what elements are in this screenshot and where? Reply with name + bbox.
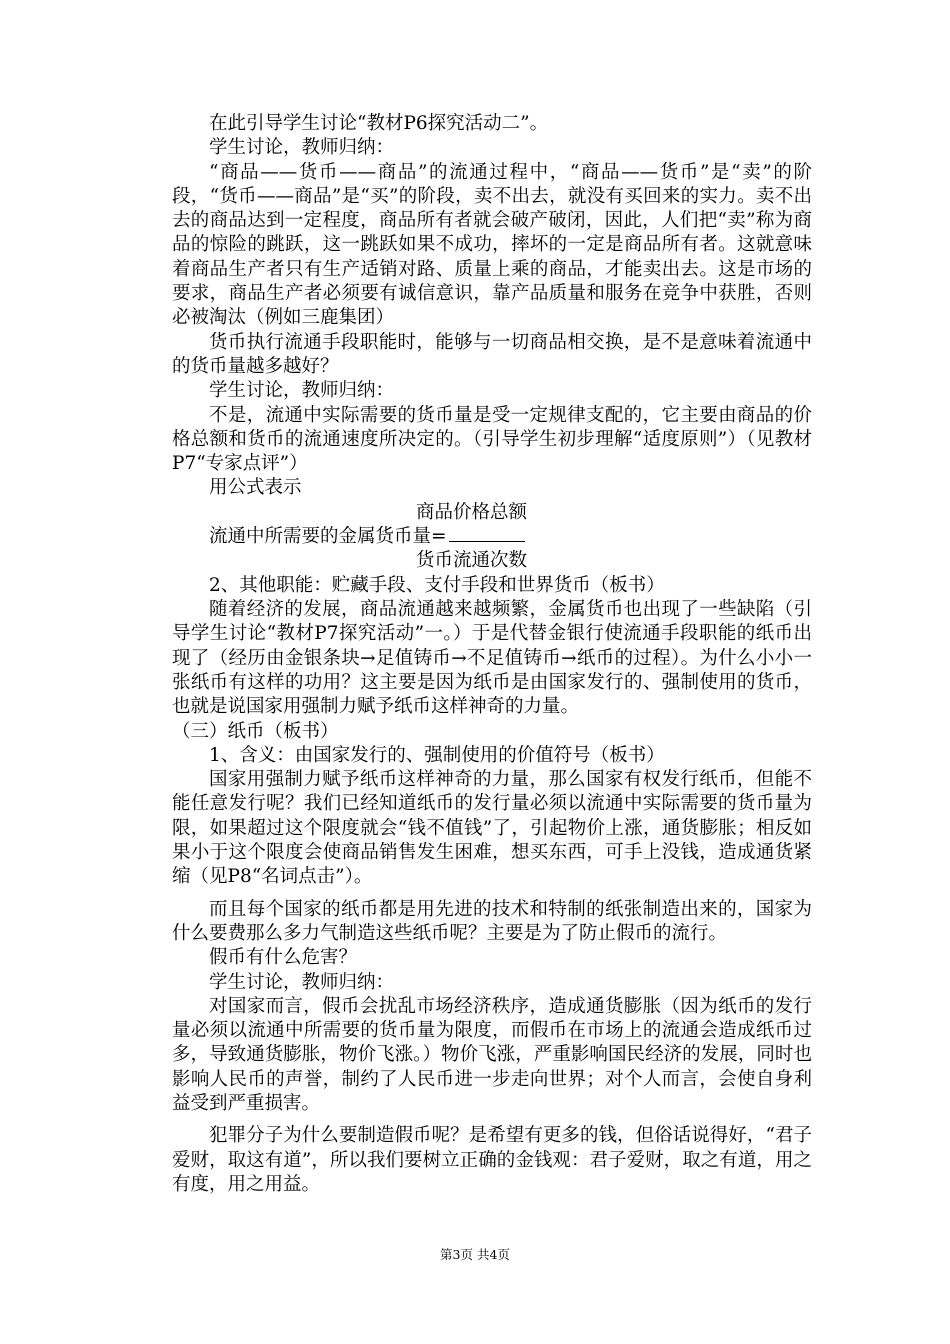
paragraph: 用公式表示 — [209, 477, 302, 499]
paragraph: 假币有什么危害？ — [209, 947, 358, 969]
paragraph: “商品——货币——商品”的流通过程中，“商品——货币”是“卖”的阶段，“货币——商品”是“买”的阶段，卖不出去，就没有买回来的实力。卖不出去的商品达到一定程度，商品所有者就会破产破闭，因此，人们把“卖”称为商品的惊险的跳跃，这一跳跃如果不成功，摔坏的一定是商品所有者。这就意味着商品生产者只有生产适销对路、质量上乘的商品，才能卖出去。这是市场的要求，商品生产者必须要有诚信意识，靠产品质量和服务在竞争中获胜，否则必被淘汰（例如三鹿集团） — [172, 161, 812, 329]
page-body — [172, 112, 812, 1197]
paragraph: 学生讨论，教师归纳： — [209, 137, 395, 159]
paragraph: 在此引导学生讨论“教材P6探究活动二”。 — [209, 113, 549, 134]
paragraph: 学生讨论，教师归纳： — [209, 380, 395, 402]
formula-numerator: 商品价格总额 — [416, 501, 528, 523]
paragraph: 而且每个国家的纸币都是用先进的技术和特制的纸张制造出来的，国家为什么要费那么多力气制造这些纸币呢？主要是为了防止假币的流行。 — [172, 898, 812, 944]
paragraph: 犯罪分子为什么要制造假币呢？是希望有更多的钱，但俗话说得好，“君子爱财，取这有道”，所以我们要树立正确的金钱观：君子爱财，取之有道，用之有度，用之用益。 — [172, 1125, 812, 1195]
formula-lhs — [172, 525, 525, 549]
paragraph: 1、含义：由国家发行的、强制使用的价值符号（板书） — [209, 744, 665, 766]
paragraph: 随着经济的发展，商品流通越来越频繁，金属货币也出现了一些缺陷（引导学生讨论“教材P7探究活动”一。）于是代替金银行使流通手段职能的纸币出现了（经历由金银条块→足值铸币→不足值铸币→纸币的过程）。为什么小小一张纸币有这样的功用？这主要是因为纸币是由国家发行的、强制使用的货币，也就是说国家用强制力赋予纸币这样神奇的力量。 — [172, 599, 812, 718]
paragraph: 2、其他职能：贮藏手段、支付手段和世界货币（板书） — [209, 574, 665, 596]
paragraph: 国家用强制力赋予纸币这样神奇的力量，那么国家有权发行纸币，但能不能任意发行呢？我们已经知道纸币的发行量必须以流通中实际需要的货币量为限，如果超过这个限度就会“钱不值钱”了，引起物价上涨，通货膨胀；相反如果小于这个限度会使商品销售发生困难，想买东西，可手上没钱，造成通货紧缩（见P8“名词点击”）。 — [172, 769, 812, 888]
formula-denominator: 货币流通次数 — [416, 549, 528, 571]
paragraph: 对国家而言，假币会扰乱市场经济秩序，造成通货膨胀（因为纸币的发行量必须以流通中所需要的货币量为限度，而假币在市场上的流通会造成纸币过多，导致通货膨胀，物价飞涨。）物价飞涨，严重影响国民经济的发展，同时也影响人民币的声誉，制约了人民币进一步走向世界；对个人而言，会使自身利益受到严重损害。 — [172, 995, 812, 1114]
formula-lhs-text: 流通中所需要的金属货币量= — [209, 525, 447, 547]
money-formula — [172, 501, 812, 574]
page-footer: 第3页 共4页 — [440, 1247, 510, 1262]
section-heading: （三）纸币（板书） — [172, 720, 339, 742]
paragraph: 不是，流通中实际需要的货币量是受一定规律支配的，它主要由商品的价格总额和货币的流通速度所决定的。（引导学生初步理解“适度原则”）（见教材P7“专家点评”） — [172, 404, 812, 475]
fraction-bar — [449, 527, 525, 542]
paragraph: 货币执行流通手段职能时，能够与一切商品相交换，是不是意味着流通中的货币量越多越好？ — [172, 331, 812, 377]
paragraph: 学生讨论，教师归纳： — [209, 971, 395, 993]
